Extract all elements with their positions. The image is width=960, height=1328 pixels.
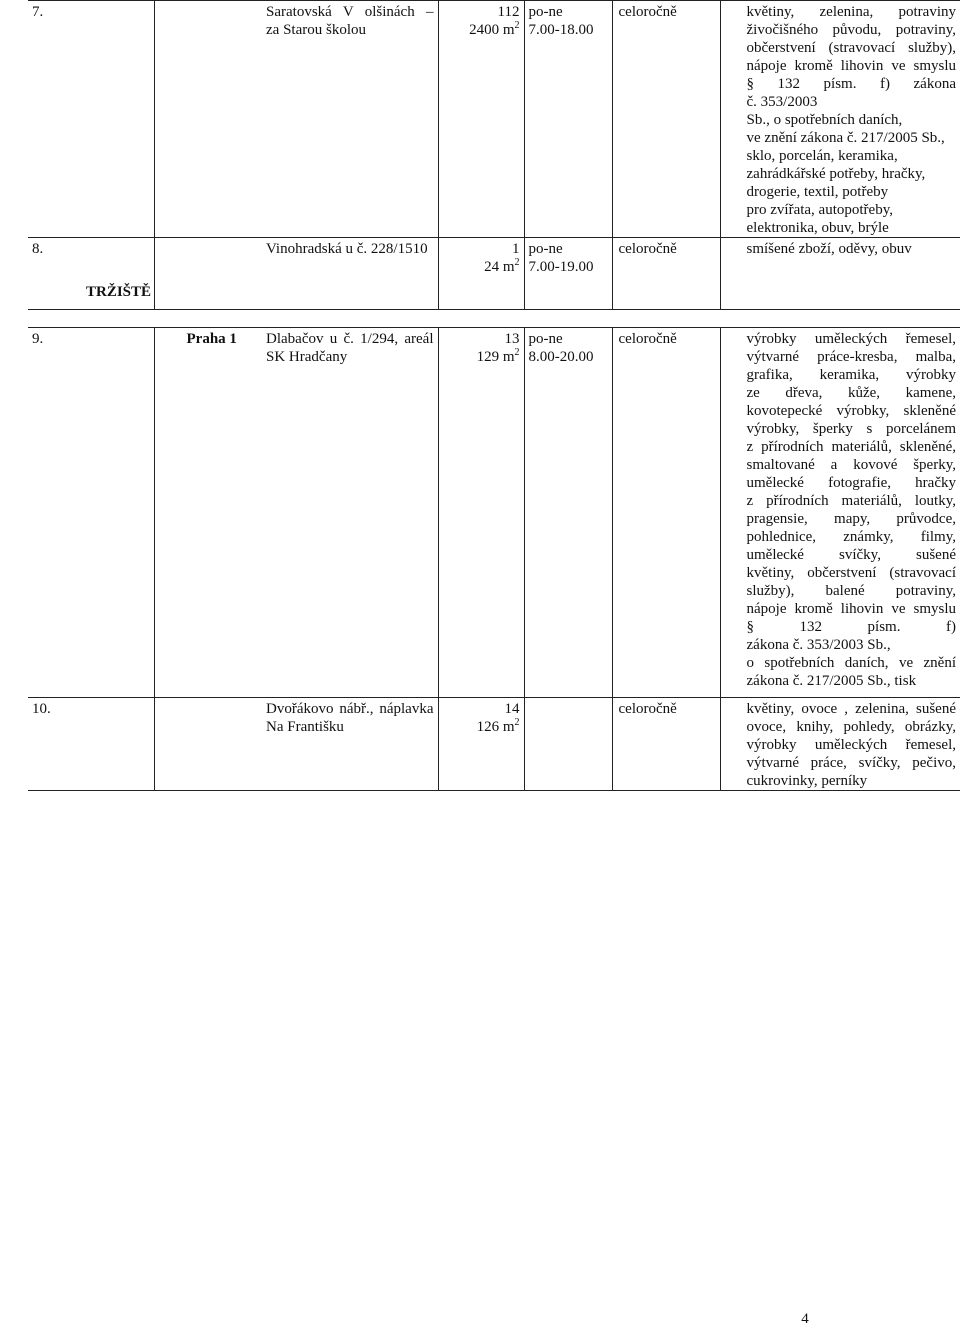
row-number: 9. [28,328,154,698]
row-number: 8. [28,238,154,310]
district-cell [154,238,262,310]
size-cell: 13 129 $m^2$ [438,328,524,698]
location-cell: Dvořákovo nábř., náplavka Na Františku [262,698,438,791]
season-cell: celoročně [612,698,720,791]
table-row [28,698,960,791]
size-cell: 1 24 $m^2$ [438,238,524,310]
hours-cell: po-ne 8.00-20.00 [524,328,612,698]
table-row [28,238,960,310]
hours-cell: po-ne 7.00-19.00 [524,238,612,310]
location-cell: Dlabačov u č. 1/294, areál SK Hradčany [262,328,438,698]
section-label: TRŽIŠTĚ [86,284,152,300]
goods-cell: výrobky uměleckých řemesel, výtvarné práce-kresba, malba, grafika, keramika, výrobky ze dřeva, kůže, kamene, kovotepecké výrobky, skleněné výrobky, šperky s porcelánem z přírodních materiálů, skleněné, smaltované a kovové šperky, umělecké fotografie, hračky z přírodních materiálů, loutky, pragensie, mapy, průvodce, pohlednice, známky, filmy, umělecké svíčky, sušené květiny, občerstvení (stravovací služby), balené potraviny, nápoje kromě lihovin ve smyslu § 132 písm. f) zákona č. 353/2003 Sb., o spotřebních daních, ve znění zákona č. 217/2005 Sb., tisk [720,328,960,698]
goods-cell: květiny, zelenina, potraviny živočišného původu, potraviny, občerstvení (stravovací služby), nápoje kromě lihovin ve smyslu § 132 písm. f) zákona č. 353/2003 Sb., o spotřebních daních, ve znění zákona č. 217/2005 Sb., sklo, porcelán, keramika, zahrádkářské potřeby, hračky, drogerie, textil, potřeby pro zvířata, autopotřeby, elektronika, obuv, brýle [720,1,960,238]
goods-cell: smíšené zboží, oděvy, obuv [720,238,960,310]
table-row [28,328,960,698]
district-cell: Praha 1 [154,328,262,698]
markets-table [28,0,960,791]
page-number: 4 [801,1311,809,1327]
season-cell: celoročně [612,238,720,310]
row-number: 10. [28,698,154,791]
location-cell: Saratovská V olšinách – za Starou školou [262,1,438,238]
season-cell: celoročně [612,328,720,698]
table-row [28,1,960,238]
district-cell [154,698,262,791]
row-number: 7. [28,1,154,238]
size-cell: 112 2400 $m^2$ [438,1,524,238]
hours-cell: po-ne 7.00-18.00 [524,1,612,238]
row-gap [28,310,960,328]
location-cell: Vinohradská u č. 228/1510 [262,238,438,310]
size-cell: 14 126 $m^2$ [438,698,524,791]
season-cell: celoročně [612,1,720,238]
goods-cell: květiny, ovoce , zelenina, sušené ovoce, knihy, pohledy, obrázky, výrobky uměleckých řemesel, výtvarné práce, svíčky, pečivo, cukrovinky, perníky [720,698,960,791]
district-cell [154,1,262,238]
hours-cell [524,698,612,791]
